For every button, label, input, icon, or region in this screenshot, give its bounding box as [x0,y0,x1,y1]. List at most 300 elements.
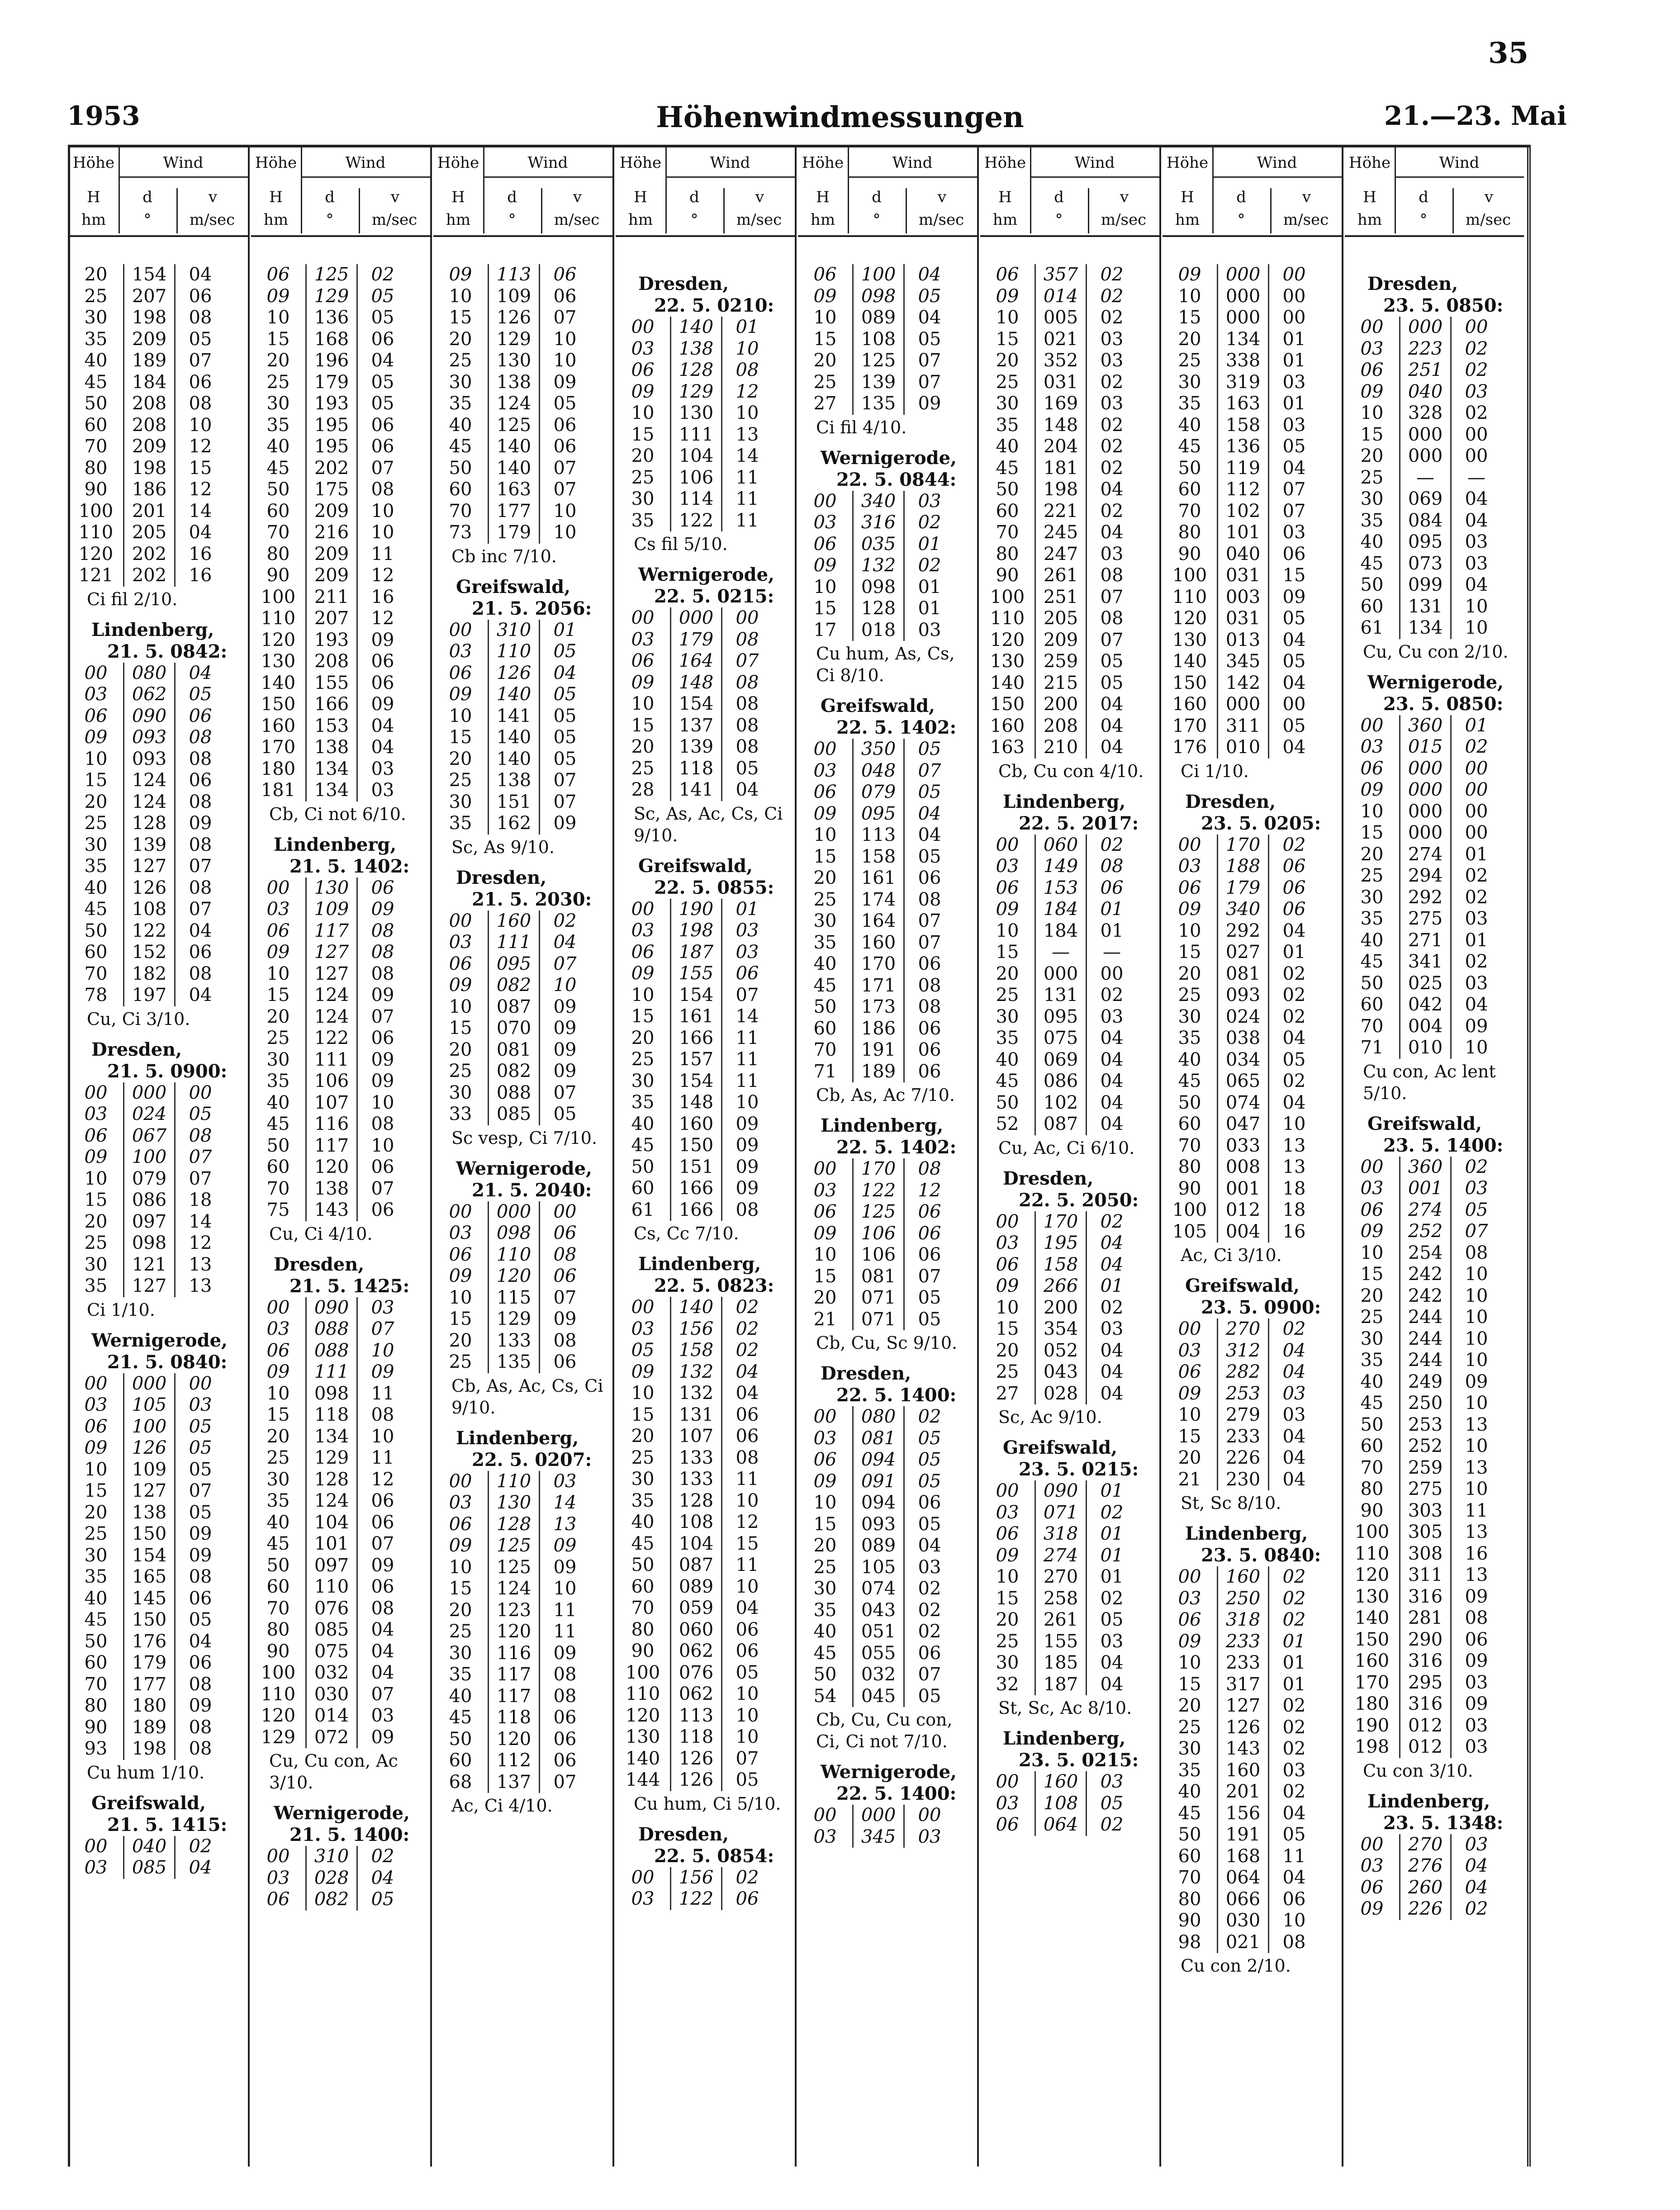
height-cell: 09 [1360,779,1384,800]
direction-cell: 032 [852,1664,903,1686]
height-cell: 50 [813,996,837,1017]
speed-cell: 10 [721,1705,772,1727]
speed-cell: 02 [903,1578,954,1600]
table-row [616,1619,795,1641]
speed-cell: 04 [903,264,954,286]
table-row [1163,393,1342,415]
speed-cell: 05 [174,684,225,706]
height-cell: 110 [1172,586,1207,607]
height-cell: 80 [84,457,108,479]
height-cell: 45 [84,1609,108,1630]
speed-cell: 04 [1268,1340,1319,1362]
table-row [251,479,430,501]
height-cell: 20 [1178,1695,1201,1716]
height-cell: 70 [1360,1015,1384,1037]
height-cell: 10 [1178,1404,1201,1425]
height-cell: 35 [449,393,472,414]
hohe-header [1345,145,1396,233]
station-time: 21. 5. 1425: [289,1275,410,1297]
direction-cell: 318 [1035,1523,1086,1545]
table-row [251,1135,430,1157]
direction-cell: 113 [488,264,539,286]
table-row [1345,1877,1524,1899]
station-name: Greifswald, [1185,1275,1300,1296]
direction-cell: 270 [1399,1834,1450,1856]
table-row [251,1297,430,1319]
height-cell: 70 [266,1178,290,1199]
column-header [1163,145,1342,237]
table-row [1345,1672,1524,1694]
direction-cell: 118 [670,1726,721,1748]
height-cell: 105 [1172,1221,1207,1242]
height-cell: 10 [631,693,655,714]
table-row [1345,1479,1524,1500]
direction-cell: 040 [1217,544,1268,565]
speed-cell: 09 [1450,1650,1501,1672]
speed-cell: 09 [539,1039,590,1061]
height-cell: 06 [996,1523,1019,1544]
speed-cell: 15 [174,458,225,479]
speed-cell: 03 [903,1557,954,1579]
speed-cell: 07 [356,1533,408,1555]
height-cell: 170 [1354,1672,1390,1693]
table-row [1163,716,1342,737]
speed-cell: 05 [903,1686,954,1707]
height-cell: 45 [84,371,108,393]
height-cell: 15 [996,328,1019,350]
height-cell: 15 [1360,1264,1384,1285]
station-name: Lindenberg, [638,1253,761,1275]
height-cell: 40 [449,414,472,436]
direction-cell: 140 [488,436,539,458]
table-row [433,415,612,436]
station-time: 21. 5. 0840: [107,1351,228,1373]
direction-cell: 021 [1217,1932,1268,1954]
table-row [69,1609,248,1631]
height-cell: 10 [813,307,837,328]
speed-cell: 11 [539,1621,590,1643]
table-row [798,372,977,394]
direction-cell: 108 [1035,1793,1086,1815]
height-cell: 06 [266,920,290,941]
table-row [616,1769,795,1791]
height-cell: 03 [996,1502,1019,1523]
direction-cell: 128 [852,598,903,620]
table-row [433,522,612,544]
table-row [69,1168,248,1190]
height-cell: 25 [996,1361,1019,1382]
table-row [1345,1221,1524,1243]
height-cell: 00 [84,1835,108,1857]
table-row [616,672,795,694]
cloud-note: Cu, Ac, Ci 6/10. [998,1138,1135,1158]
direction-cell: 207 [123,286,174,308]
direction-cell: 312 [1217,1340,1268,1362]
direction-cell: 065 [1217,1071,1268,1092]
height-cell: 09 [449,1266,472,1286]
direction-cell: 202 [123,565,174,587]
speed-cell: 01 [1086,899,1137,920]
table-row [1345,951,1524,973]
table-row [1163,920,1342,942]
direction-cell: 125 [488,1557,539,1579]
page-number: 35 [1488,36,1529,70]
direction-cell: 031 [1217,565,1268,587]
height-cell: 70 [631,1598,655,1618]
speed-cell: 10 [1268,1114,1319,1135]
direction-cell: 308 [1399,1543,1450,1565]
speed-cell: 00 [1450,758,1501,780]
speed-cell: 01 [903,598,954,620]
station-name: Dresden, [821,1363,911,1384]
station-time: 23. 5. 1400: [1383,1134,1504,1156]
table-row [616,1598,795,1619]
direction-cell: 138 [305,1178,356,1200]
table-row [1345,1500,1524,1522]
direction-cell: 070 [488,1018,539,1039]
speed-cell: 08 [539,1330,590,1352]
table-row [616,1555,795,1576]
speed-cell: 08 [721,629,772,651]
height-cell: 09 [449,975,472,996]
h-label: H [998,188,1012,206]
table-row [616,985,795,1006]
table-row [1345,1736,1524,1758]
table-row [1345,779,1524,801]
table-row [798,350,977,372]
table-row [1163,522,1342,544]
table-row [433,458,612,479]
speed-cell: 08 [174,1566,225,1588]
height-cell: 09 [813,1470,837,1492]
height-cell: 00 [449,619,472,640]
direction-cell: 133 [670,1447,721,1469]
speed-cell: 10 [1450,617,1501,639]
table-row [980,1340,1159,1362]
table-row [69,372,248,394]
speed-cell: 09 [1450,1693,1501,1715]
table-row [251,565,430,587]
direction-cell: 134 [305,1426,356,1448]
height-cell: 130 [1172,629,1207,650]
table-row [980,1652,1159,1674]
speed-cell: 03 [1086,329,1137,351]
direction-cell: 292 [1217,920,1268,942]
direction-cell: 282 [1217,1361,1268,1383]
height-cell: 40 [266,436,290,457]
height-cell: 03 [631,1888,655,1909]
speed-cell: 02 [1086,835,1137,856]
height-cell: 35 [84,1276,108,1296]
height-cell: 25 [1360,1307,1384,1328]
direction-cell: 200 [1035,694,1086,716]
direction-cell: 104 [305,1512,356,1534]
speed-cell: 02 [1268,1738,1319,1760]
speed-cell: 11 [721,1469,772,1490]
direction-cell: 170 [852,1158,903,1180]
speed-cell: 02 [1086,1211,1137,1233]
speed-cell: 04 [1450,1877,1501,1899]
height-cell: 60 [1360,596,1384,617]
hohe-header [1163,145,1214,233]
height-cell: 20 [1178,963,1201,984]
height-cell: 00 [1360,317,1384,337]
table-row [798,1287,977,1309]
height-cell: 15 [84,770,108,791]
height-cell: 35 [449,1664,472,1685]
direction-cell: 233 [1217,1631,1268,1653]
height-cell: 30 [84,834,108,855]
speed-cell: 14 [174,1211,225,1233]
table-row [1163,544,1342,565]
table-row [980,630,1159,651]
table-row [798,911,977,932]
table-row [433,684,612,706]
speed-cell: 06 [539,1729,590,1750]
direction-cell: 104 [670,446,721,467]
height-cell: 80 [266,543,290,564]
table-row [980,716,1159,737]
speed-cell: 05 [356,307,408,329]
height-cell: 54 [813,1685,837,1707]
direction-cell: 154 [123,264,174,286]
station-name: Wernigerode, [91,1329,228,1351]
direction-cell: 154 [670,693,721,715]
speed-cell: 06 [721,963,772,985]
station-time: 21. 5. 2056: [472,598,592,619]
height-cell: 93 [84,1738,108,1759]
table-row [69,1738,248,1760]
table-row [251,759,430,780]
height-cell: 09 [996,899,1019,920]
direction-cell: 110 [488,1471,539,1493]
direction-cell: 126 [123,1437,174,1459]
direction-cell: 028 [305,1868,356,1889]
speed-cell: 12 [721,1512,772,1533]
direction-cell: 120 [488,1729,539,1750]
speed-cell: 00 [1268,286,1319,308]
height-cell: 30 [631,488,655,509]
direction-cell: 189 [123,350,174,372]
h-label: H [451,188,465,206]
height-cell: 10 [996,307,1019,328]
direction-cell: 064 [1035,1814,1086,1836]
column-header [798,145,977,237]
wind-header [301,145,430,233]
direction-cell: 168 [1217,1846,1268,1868]
speed-cell: 04 [174,1857,225,1879]
table-row [251,1361,430,1383]
direction-cell: 209 [123,436,174,458]
hm-label: hm [992,211,1018,229]
direction-cell: 088 [488,1082,539,1104]
direction-cell: 354 [1035,1318,1086,1340]
cloud-note: Cb, As, Ac 7/10. [816,1085,955,1105]
height-cell: 09 [631,963,655,984]
direction-cell: 112 [1217,479,1268,501]
speed-cell: — [1086,942,1137,963]
table-row [798,782,977,803]
direction-cell: 138 [488,770,539,792]
direction-cell: 060 [670,1619,721,1641]
speed-cell: 15 [721,1533,772,1555]
speed-cell: 08 [539,1686,590,1707]
table-row [433,393,612,415]
direction-cell: 079 [852,782,903,803]
speed-cell: 02 [903,512,954,534]
height-cell: 90 [1178,1178,1201,1199]
wind-header [1395,145,1524,233]
direction-cell: 179 [305,372,356,394]
table-row [251,372,430,394]
direction-cell: 186 [852,1018,903,1040]
speed-cell: 03 [1268,1760,1319,1782]
speed-cell: 02 [1268,1588,1319,1610]
table-row [798,1471,977,1493]
speed-cell: 02 [1086,436,1137,458]
table-row [980,1254,1159,1276]
direction-cell: 150 [123,1609,174,1631]
direction-cell: 140 [488,749,539,770]
height-cell: 03 [449,1492,472,1513]
direction-cell: 244 [1399,1328,1450,1350]
table-row [251,1426,430,1448]
direction-cell: 177 [123,1674,174,1696]
station-name: Greifswald, [638,855,753,877]
direction-cell: 067 [123,1125,174,1147]
table-row [433,1664,612,1686]
table-row [69,877,248,899]
height-cell: 17 [813,619,837,640]
direction-cell: 259 [1035,651,1086,673]
table-row [251,942,430,963]
table-row [433,770,612,792]
speed-cell: 06 [174,372,225,394]
table-row [798,491,977,512]
table-row [69,770,248,792]
table-row [251,985,430,1006]
station-time: 22. 5. 0844: [836,469,957,490]
table-row [251,716,430,737]
speed-cell: 02 [1086,264,1137,286]
table-row [433,1471,612,1493]
direction-cell: 127 [305,942,356,963]
table-row [980,565,1159,587]
table-row [798,577,977,598]
height-cell: 15 [631,1006,655,1027]
height-cell: 09 [1360,381,1384,402]
station-time: 23. 5. 0840: [1201,1545,1321,1566]
table-row [69,920,248,942]
table-row [1345,553,1524,575]
height-cell: 20 [1360,446,1384,466]
direction-cell: 244 [1399,1350,1450,1371]
height-cell: 06 [266,1340,290,1361]
direction-cell: 124 [123,770,174,792]
direction-cell: 311 [1399,1565,1450,1586]
height-cell: 15 [996,1318,1019,1339]
height-cell: 129 [261,1726,296,1748]
speed-cell: 04 [903,307,954,329]
hohe-header [980,145,1031,233]
table-row [616,758,795,780]
table-row [1163,1318,1342,1340]
direction-cell: 015 [1399,736,1450,758]
direction-cell: 294 [1399,865,1450,887]
direction-cell: 127 [123,856,174,877]
cloud-note: Ci 1/10. [87,1299,155,1320]
direction-cell: 122 [123,920,174,942]
direction-cell: 205 [1035,608,1086,630]
table-row [1163,286,1342,308]
speed-cell: 10 [1450,1307,1501,1328]
direction-cell: 152 [123,942,174,963]
speed-cell: 08 [174,749,225,770]
speed-cell: 02 [903,1600,954,1622]
direction-cell: 082 [488,975,539,996]
direction-cell: 209 [305,544,356,565]
height-cell: 50 [266,479,290,500]
station-name: Lindenberg, [1185,1523,1308,1544]
table-row [616,1748,795,1770]
table-row [69,1082,248,1104]
height-cell: 45 [813,975,837,996]
speed-cell: 05 [1268,1824,1319,1846]
direction-cell: — [1035,942,1086,963]
table-row [251,920,430,942]
table-row [69,1254,248,1276]
direction-cell: 028 [1035,1383,1086,1405]
direction-cell: 106 [305,1071,356,1092]
direction-cell: 128 [305,1469,356,1491]
table-row [251,1006,430,1028]
table-row [1345,574,1524,596]
cloud-note: St, Sc 8/10. [1181,1493,1281,1513]
table-row [980,835,1159,856]
d-label: d [872,188,882,206]
height-cell: 00 [813,1805,837,1826]
height-cell: 20 [1178,1447,1201,1468]
column-body [798,237,977,1848]
height-cell: 40 [266,1092,290,1113]
direction-cell: 187 [1035,1674,1086,1696]
speed-cell: 06 [356,329,408,351]
direction-cell: 187 [670,942,721,963]
speed-cell: 03 [1086,1318,1137,1340]
speed-cell: 02 [721,1340,772,1361]
speed-cell: 01 [1268,1631,1319,1653]
table-row [1345,1608,1524,1629]
speed-cell: 12 [721,381,772,403]
table-row [1345,360,1524,381]
speed-cell: 11 [721,488,772,510]
direction-cell: 108 [670,1512,721,1533]
height-cell: 00 [449,1470,472,1492]
table-row [616,1684,795,1705]
speed-cell: 13 [174,1276,225,1297]
speed-cell: 16 [1268,1221,1319,1243]
direction-cell: 081 [1217,963,1268,985]
speed-cell: 04 [1086,1071,1137,1092]
station-time: 23. 5. 1348: [1383,1812,1504,1834]
table-row [1345,822,1524,844]
direction-cell: 111 [305,1361,356,1383]
direction-cell: 318 [1217,1609,1268,1631]
wind-label: Wind [345,154,386,172]
direction-cell: 105 [123,1394,174,1416]
header-rule [301,176,430,178]
table-row [616,693,795,715]
